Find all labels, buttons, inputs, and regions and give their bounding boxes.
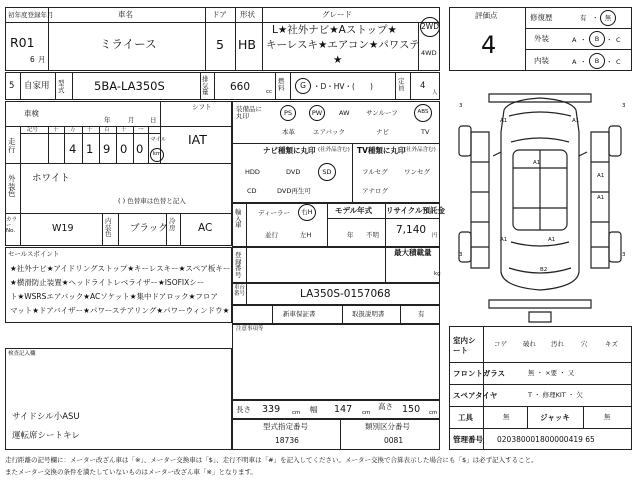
- tools-value: 無: [503, 413, 510, 421]
- color-code-label: カラーNo.: [6, 217, 18, 234]
- equipment-navi: ナビ: [376, 128, 389, 136]
- km-circled: km: [150, 148, 164, 162]
- ac-value: AC: [198, 222, 213, 234]
- displacement-value: 660: [230, 81, 251, 93]
- jack-label: ジャッキ: [540, 413, 570, 422]
- chassis-value: LA350S-0157068: [300, 288, 391, 300]
- shift-label: シフト: [192, 103, 212, 111]
- first-reg-label: 初年度登録年月: [8, 11, 54, 19]
- displacement-label: 排気量: [202, 75, 209, 96]
- equipment-aw: AW: [339, 109, 350, 117]
- capacity-label: 定員: [398, 77, 405, 92]
- equipment-leather: 本革: [282, 128, 295, 136]
- inspector-line: 運転席シートキレ: [12, 431, 80, 441]
- sales-point-label: セールスポイント: [8, 250, 60, 258]
- score-value: 4: [481, 31, 497, 59]
- width-label: 幅: [310, 405, 318, 414]
- mgmt-label: 管理番号: [453, 435, 483, 444]
- recycle-label: リサイクル預託金: [386, 206, 445, 215]
- registration-row: [5, 72, 440, 100]
- drive-4wd: 4WD: [421, 49, 437, 57]
- grade-line-3: ★: [333, 54, 343, 66]
- length-label: 長さ: [236, 405, 251, 414]
- usage: 自家用: [24, 81, 50, 91]
- spare-tire-label: スペアタイヤ: [453, 391, 498, 400]
- mileage-digit: 4: [69, 142, 77, 156]
- length-value: 339: [262, 404, 281, 415]
- navi-dvd-play: DVD再生可: [277, 187, 311, 195]
- type-designation-value: 18736: [275, 436, 299, 445]
- navi-hdd: HDD: [245, 168, 260, 176]
- navi-cd: CD: [247, 187, 257, 195]
- exterior-color-label: 外装色: [8, 174, 16, 198]
- drive-2wd-circled: 2WD: [420, 17, 440, 37]
- damage-mark-a1: A1: [572, 118, 580, 124]
- type-designation-label: 型式指定番号: [263, 422, 308, 431]
- repair-yes: 有: [580, 14, 587, 22]
- tv-fullseg: フルセグ: [362, 168, 388, 176]
- car-outline-diagram: [449, 72, 632, 326]
- inspector-label: 検査記入欄: [8, 351, 36, 357]
- equipment-airbag: エアバック: [313, 128, 345, 136]
- damage-mark-a1: A1: [597, 173, 605, 179]
- interior-seat-label: 室内シート: [453, 336, 476, 355]
- damage-diagram: [449, 72, 632, 326]
- damage-mark-b2: B2: [540, 267, 548, 273]
- exterior-color-note: ( ) 色替車は色替と記入: [118, 197, 186, 205]
- chassis-label: 車台番号: [234, 285, 246, 297]
- equipment-abs-circled: ABS: [414, 104, 432, 122]
- sales-point-line: ト★WSRSエアバック★ACソケット★集中ドアロック★フロア: [10, 292, 218, 301]
- repair-label: 修復歴: [530, 13, 553, 22]
- mileage-digit: 0: [136, 142, 144, 156]
- plate-num: 5: [9, 81, 15, 91]
- tv-sub: (社外品含む): [404, 147, 436, 153]
- damage-mark-a1: A1: [533, 160, 541, 166]
- navi-sub: (社外品含む): [318, 147, 350, 153]
- equipment-sunroof: サンルーフ: [366, 109, 398, 117]
- model-value: 5BA-LA350S: [94, 79, 165, 93]
- damage-mark-3: 3: [622, 103, 626, 109]
- mgmt-value: 020380001800000419 65: [497, 435, 595, 444]
- mileage-header-mark: 記号: [27, 127, 39, 133]
- inspection-year: 年: [104, 116, 111, 124]
- shift-value: IAT: [188, 132, 207, 147]
- max-load-label: 最大積載量: [394, 248, 432, 257]
- doors-label: ドア: [212, 10, 227, 19]
- capacity-value: 4: [420, 81, 426, 91]
- model-year-label: モデル年式: [335, 206, 373, 215]
- front-glass-label: フロントガラス: [453, 369, 506, 378]
- manual-value: 有: [418, 310, 425, 318]
- class-number-label: 類別区分番号: [365, 422, 410, 431]
- notes-block: [232, 324, 440, 400]
- car-name-label: 車名: [118, 10, 133, 19]
- inspection-date: 日: [150, 116, 157, 124]
- damage-mark-a1: A1: [548, 237, 556, 243]
- navi-dvd: DVD: [286, 168, 301, 176]
- handle-right-circled: 右H: [298, 204, 316, 221]
- width-value: 147: [334, 404, 353, 415]
- navi-sd-circled: SD: [318, 163, 336, 181]
- interior-label: 内装: [534, 56, 549, 65]
- equipment-pw-circled: PW: [309, 105, 325, 121]
- damage-mark-3: 3: [459, 103, 463, 109]
- first-reg-era: R01: [10, 35, 35, 50]
- damage-mark-3: 3: [459, 252, 463, 258]
- interior-grade-c: C: [616, 58, 621, 66]
- ac-label: 冷房: [169, 217, 176, 232]
- mileage-digit: 9: [103, 142, 111, 156]
- damage-mark-a1: A1: [500, 118, 508, 124]
- fuel-options: ・D・HV・( ): [313, 82, 373, 91]
- interior-grade-b-circled: B: [589, 53, 605, 69]
- tv-oneseg: ワンセグ: [404, 168, 430, 176]
- repair-no-circled: 無: [600, 10, 616, 26]
- model-year-unknown: 不明: [366, 231, 379, 239]
- equipment-label: 装備品に丸印: [236, 105, 262, 120]
- damage-mark-a1: A1: [500, 237, 508, 243]
- displacement-unit: cc: [266, 89, 273, 95]
- navi-label: ナビ種類に丸印: [263, 146, 316, 155]
- import-parallel: 並行: [265, 231, 278, 239]
- recycle-unit: 円: [432, 233, 438, 239]
- mileage-digit: 0: [120, 142, 128, 156]
- front-glass-value: 無 ・ ×要 ・ 又: [528, 369, 575, 377]
- exterior-grade-c: C: [616, 36, 621, 44]
- mileage-digit: 1: [86, 142, 94, 156]
- new-car-warranty-label: 新車保証書: [283, 310, 316, 318]
- damage-mark-3: 3: [622, 252, 626, 258]
- footer-line-2: またメーター交換の条件を満たしていないものはメーター改ざん車「※」となります。: [5, 468, 257, 476]
- exterior-color-value: ホワイト: [32, 173, 70, 184]
- body-type-label: 形状: [240, 10, 255, 19]
- grade-line-1: L★社外ナビ★Aストップ★: [272, 24, 397, 36]
- inspection-month: 月: [128, 116, 135, 124]
- fuel-label: 燃料: [278, 77, 285, 92]
- first-reg-month: 6: [30, 55, 35, 64]
- body-type-value: HB: [238, 37, 256, 52]
- capacity-unit: 人: [432, 90, 438, 96]
- interior-color-value: ブラック: [130, 223, 168, 234]
- exterior-grade-a: A: [572, 36, 577, 44]
- model-label: 型式: [58, 79, 65, 94]
- interior-grade-a: A: [572, 58, 577, 66]
- height-value: 150: [402, 404, 421, 415]
- score-label: 評価点: [475, 11, 498, 20]
- first-reg-month-unit: 月: [38, 55, 46, 64]
- exterior-grade-b-circled: B: [589, 31, 605, 47]
- equipment-tv: TV: [421, 128, 430, 136]
- recycle-value: 7,140: [396, 224, 427, 236]
- height-label: 高さ: [378, 402, 393, 411]
- notes-label: 注意事項等: [236, 326, 264, 332]
- inspector-line: サイドシル小ASU: [12, 412, 80, 422]
- grade-label: グレード: [322, 10, 352, 19]
- damage-mark-a1: A1: [597, 195, 605, 201]
- import-dealer: ディーラー: [258, 209, 290, 217]
- import-label: 輸入車: [235, 208, 242, 229]
- footer-line-1: 走行距離の記号欄に：メーター改ざん車は「※」、メーター交換車は「$」、走行不明車は「#」を記入してください。メーター交換で合算表示した場合にも「$」は必ず記入すること。: [5, 456, 538, 464]
- equipment-ps-circled: PS: [280, 105, 296, 121]
- sales-point-line: ★社外ナビ★アイドリングストップ★キーレスキー★スペア板キー: [10, 264, 231, 273]
- mile-label: マイル: [150, 137, 167, 143]
- fuel-g-circled: G: [295, 78, 311, 94]
- manual-label: 取扱説明書: [352, 310, 385, 318]
- car-name: ミライース: [100, 37, 157, 51]
- max-load-unit: kg: [434, 271, 441, 277]
- inspection-label: 車検: [24, 109, 39, 118]
- grade-line-2: キーレスキ★エアコン★パワステ: [266, 39, 420, 51]
- tv-label: TV種類に丸印: [357, 146, 406, 155]
- reg-number-label: 登録番号: [235, 251, 242, 279]
- tv-analog: アナログ: [362, 187, 388, 195]
- tools-label: 工具: [458, 413, 473, 422]
- interior-color-label: 内装色: [105, 217, 112, 238]
- color-code-value: W19: [52, 223, 74, 234]
- sales-point-line: マット★ドアバイザー★パワーステアリング★パワーウィンドウ★: [10, 306, 230, 315]
- warranty-block: [232, 305, 440, 324]
- model-year-year: 年: [347, 231, 354, 239]
- doors-value: 5: [216, 37, 224, 52]
- sales-point-line: ★横滑防止装置★ヘッドライトレベライザー★ISOFIXシー: [10, 278, 205, 287]
- mileage-label: 走行: [8, 137, 16, 154]
- class-number-value: 0081: [384, 436, 404, 445]
- exterior-label: 外装: [534, 34, 549, 43]
- jack-value: 無: [604, 413, 611, 421]
- spare-tire-value: T ・ 修理KIT ・ 欠: [528, 391, 583, 399]
- handle-left: 左H: [300, 231, 312, 239]
